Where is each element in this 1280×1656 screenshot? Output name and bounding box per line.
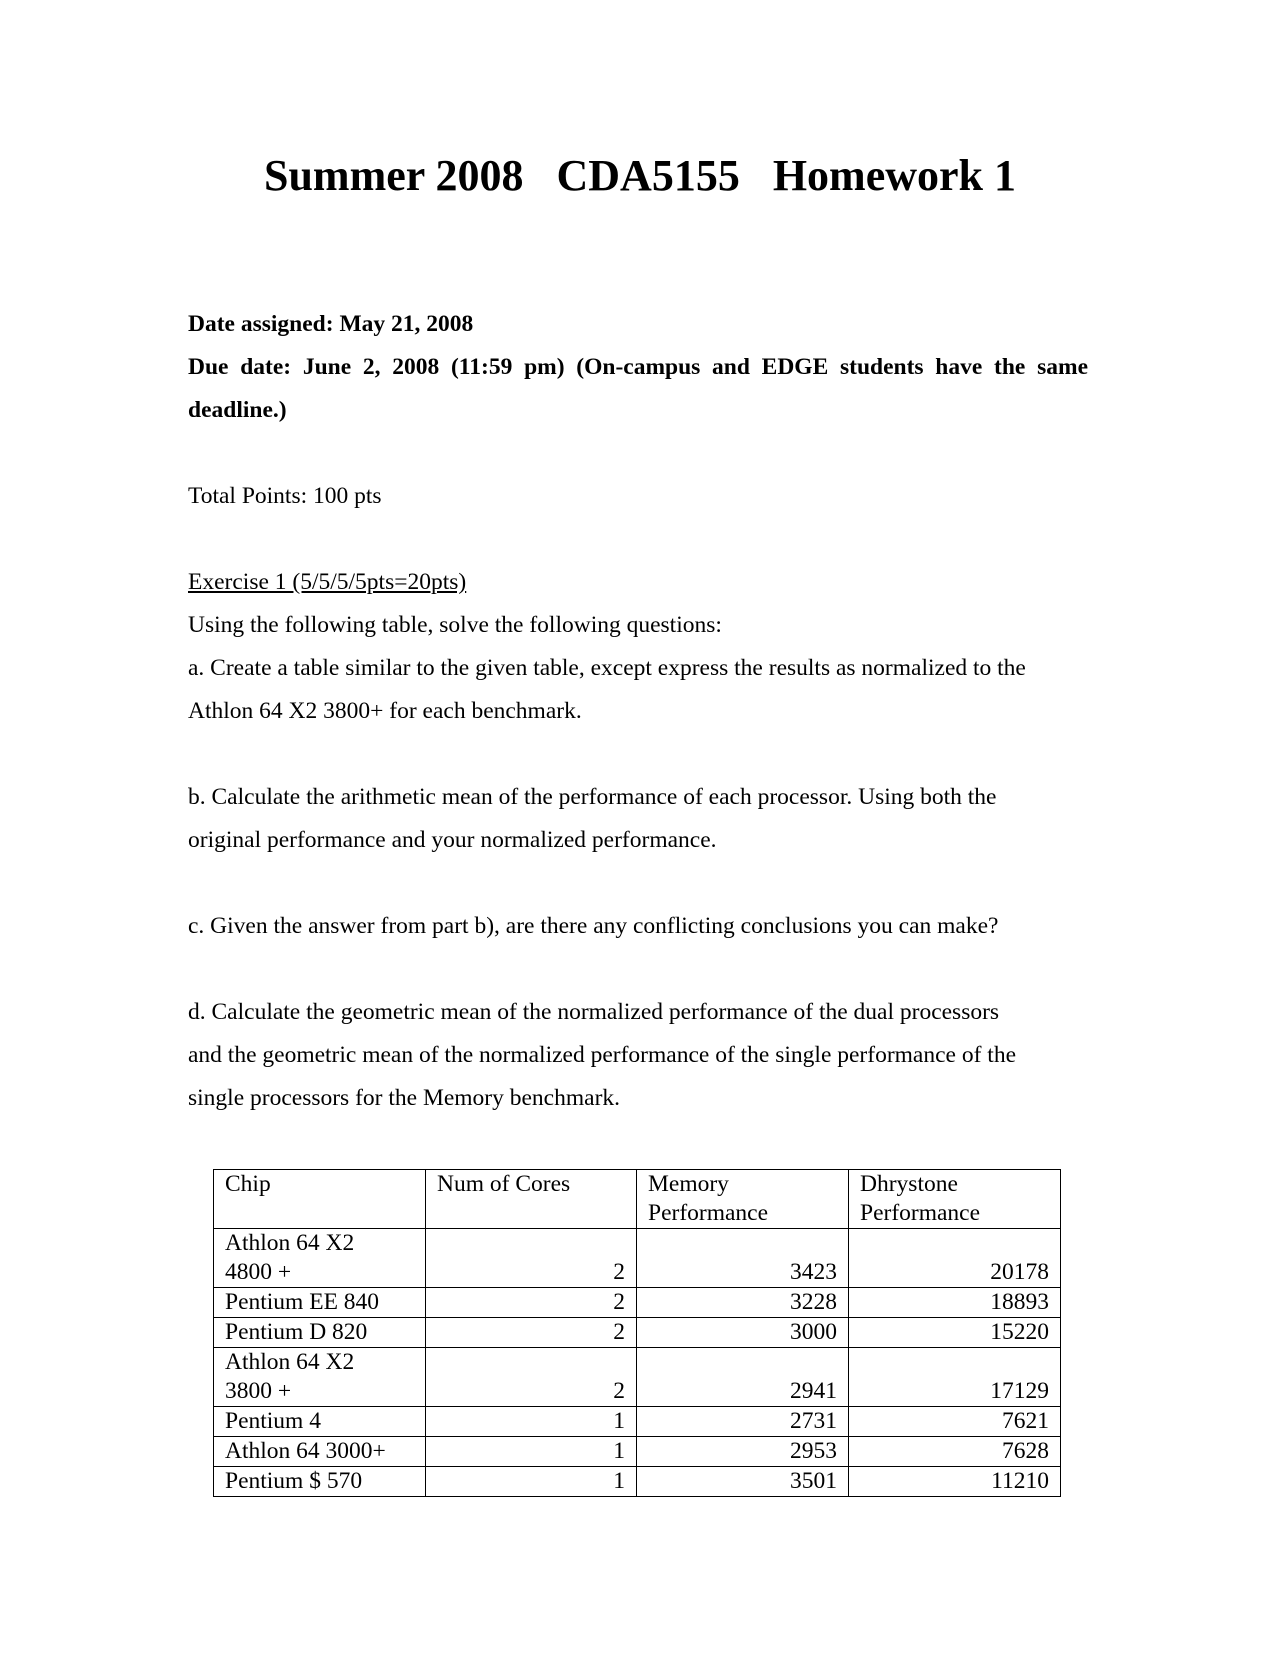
due-date-line-1: Due date: June 2, 2008 (11:59 pm) (On-campus and EDGE students have the same — [188, 354, 1088, 380]
table-row — [214, 1467, 1061, 1497]
table-row — [214, 1348, 1061, 1407]
table-row — [214, 1288, 1061, 1318]
cell-dhrystone: 7621 — [849, 1407, 1061, 1437]
question-c-line-1: c. Given the answer from part b), are there any conflicting conclusions you can make? — [188, 913, 999, 939]
question-d-line-3: single processors for the Memory benchmark. — [188, 1085, 621, 1111]
cell-dhrystone: 11210 — [849, 1467, 1061, 1497]
cell-chip: Athlon 64 X2 3800 + — [214, 1348, 426, 1407]
cell-cores: 1 — [426, 1407, 637, 1437]
total-points-text: Total Points: 100 pts — [188, 483, 382, 509]
cell-cores: 1 — [426, 1437, 637, 1467]
header-chip: Chip — [214, 1170, 426, 1229]
cell-memory: 2953 — [637, 1437, 849, 1467]
header-num-cores: Num of Cores — [426, 1170, 637, 1229]
exercise-1 — [188, 561, 1088, 1120]
cell-cores: 2 — [426, 1348, 637, 1407]
table-row — [214, 1318, 1061, 1348]
cell-chip: Athlon 64 X2 4800 + — [214, 1229, 426, 1288]
cell-chip: Pentium EE 840 — [214, 1288, 426, 1318]
cell-cores: 2 — [426, 1288, 637, 1318]
table-row — [214, 1437, 1061, 1467]
cell-dhrystone: 7628 — [849, 1437, 1061, 1467]
question-d-line-2: and the geometric mean of the normalized performance of the single performance of the — [188, 1042, 1017, 1068]
page-title: Summer 2008 CDA5155 Homework 1 — [263, 151, 1017, 200]
question-b-line-1: b. Calculate the arithmetic mean of the performance of each processor. Using both the — [188, 784, 997, 810]
header-memory-performance: Memory Performance — [637, 1170, 849, 1229]
date-assigned-text: Date assigned: May 21, 2008 — [188, 311, 474, 337]
question-a-line-1: a. Create a table similar to the given table, except express the results as normalized to the — [188, 655, 1026, 681]
cell-chip: Athlon 64 3000+ — [214, 1437, 426, 1467]
cell-dhrystone: 20178 — [849, 1229, 1061, 1288]
question-b-line-2: original performance and your normalized performance. — [188, 827, 717, 853]
cell-chip: Pentium 4 — [214, 1407, 426, 1437]
cell-dhrystone: 15220 — [849, 1318, 1061, 1348]
cell-cores: 2 — [426, 1229, 637, 1288]
table-header-row — [214, 1170, 1061, 1229]
question-d-line-1: d. Calculate the geometric mean of the normalized performance of the dual processors — [188, 999, 1000, 1025]
due-date-line-2: deadline.) — [188, 397, 287, 423]
total-points — [188, 475, 1088, 518]
table-row — [214, 1407, 1061, 1437]
cell-cores: 1 — [426, 1467, 637, 1497]
cell-memory: 3501 — [637, 1467, 849, 1497]
cell-memory: 3228 — [637, 1288, 849, 1318]
exercise-heading: Exercise 1 (5/5/5/5pts=20pts) — [188, 569, 467, 595]
table-row — [214, 1229, 1061, 1288]
exercise-intro: Using the following table, solve the following questions: — [188, 612, 722, 638]
cell-dhrystone: 18893 — [849, 1288, 1061, 1318]
benchmark-table — [213, 1169, 1061, 1497]
cell-memory: 3423 — [637, 1229, 849, 1288]
header-dhrystone-performance: Dhrystone Performance — [849, 1170, 1061, 1229]
date-assigned — [188, 303, 1088, 346]
cell-chip: Pentium $ 570 — [214, 1467, 426, 1497]
cell-memory: 2941 — [637, 1348, 849, 1407]
cell-memory: 2731 — [637, 1407, 849, 1437]
cell-dhrystone: 17129 — [849, 1348, 1061, 1407]
cell-cores: 2 — [426, 1318, 637, 1348]
cell-chip: Pentium D 820 — [214, 1318, 426, 1348]
due-date — [188, 346, 1088, 432]
cell-memory: 3000 — [637, 1318, 849, 1348]
question-a-line-2: Athlon 64 X2 3800+ for each benchmark. — [188, 698, 582, 724]
